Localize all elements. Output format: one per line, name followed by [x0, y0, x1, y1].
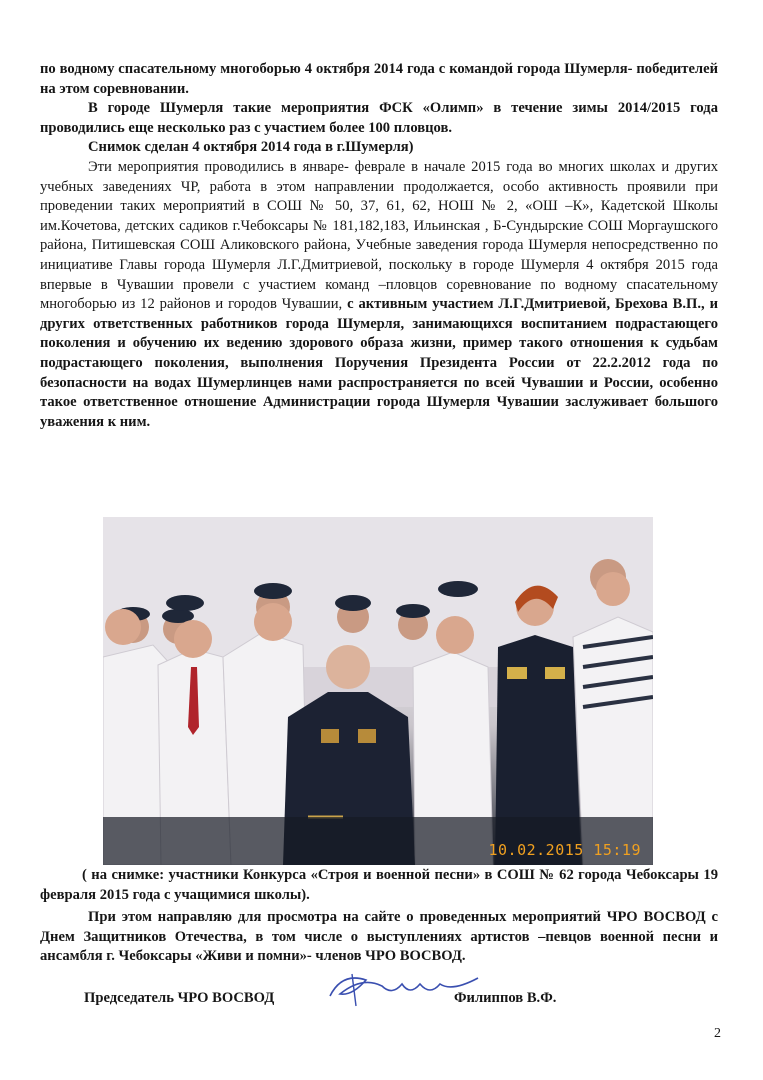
body-text-top — [40, 60, 718, 432]
paragraph-4-bold: с активным участием Л.Г.Дмитриевой, Брехова В.П., и других ответственных работников города Шумерля, занимающихся воспитанием подрастающего поколения и обучению их ведению здорового образа жизни, пример такого отношения к судьбам подрастающего поколения, выполнения Поручения Президента России от 22.2.2012 года по безопасности на водах Шумерлинцев нами распространяется по всей Чувашии и России, особенно такое ответственное отношение Администрации города Шумерля Чувашии заслуживает большого уважения к ним. — [40, 296, 719, 430]
photo-timestamp: 10.02.2015 15:19 — [488, 841, 641, 859]
group-photo-illustration — [103, 517, 653, 865]
paragraph-2: В городе Шумерля такие мероприятия ФСК «Олимп» в течение зимы 2014/2015 года проводились еще несколько раз с участием более 100 пловцов. — [40, 100, 718, 136]
closing-text — [40, 908, 718, 967]
paragraph-4-normal: Эти мероприятия проводились в январе- феврале в начале 2015 года во многих школах и других учебных заведениях ЧР, работа в этом направлении продолжается, особо активность проявили при проведении таких мероприятий в СОШ № 50, 37, 61, 62, НОШ № 2, «ОШ –К», Кадетской Школы им.Кочетова, детских садиков г.Чебоксары № 181,182,183, Ильинская , Б-Сундырские СОШ Моргаушского района, Питишевская СОШ Аликовского района, Учебные заведения города Шумерля непосредственно по инициативе Главы города Шумерля Л.Г.Дмитриевой, поскольку в городе Шумерля 4 октября 2015 года впервые в Чувашии провели с участием команд –пловцов соревнование по водному спасательному многоборью из 12 районов и городов Чувашии, — [40, 158, 718, 313]
paragraph-3: Снимок сделан 4 октября 2014 года в г.Шумерля) — [88, 139, 414, 156]
paragraph-1: по водному спасательному многоборью 4 октября 2014 года с командой города Шумерля- победителей на этом соревновании. — [40, 61, 718, 97]
page-number: 2 — [714, 1026, 721, 1041]
signer-title: Председатель ЧРО ВОСВОД — [84, 990, 275, 1006]
paragraph-4 — [40, 158, 718, 432]
group-photo — [103, 517, 653, 865]
signer-name: Филиппов В.Ф. — [454, 990, 557, 1006]
caption-text: ( на снимке: участники Конкурса «Строя и военной песни» в СОШ № 62 города Чебоксары 19 февраля 2015 года с учащимися школы). — [40, 867, 718, 903]
signature-block — [84, 988, 644, 1014]
closing-paragraph: При этом направляю для просмотра на сайте о проведенных мероприятий ЧРО ВОСВОД с Днем Защитников Отечества, в том числе о выступлениях артистов –певцов военной песни и ансамбля г. Чебоксары «Живи и помни»- членов ЧРО ВОСВОД. — [40, 909, 718, 965]
photo-caption — [40, 866, 718, 905]
